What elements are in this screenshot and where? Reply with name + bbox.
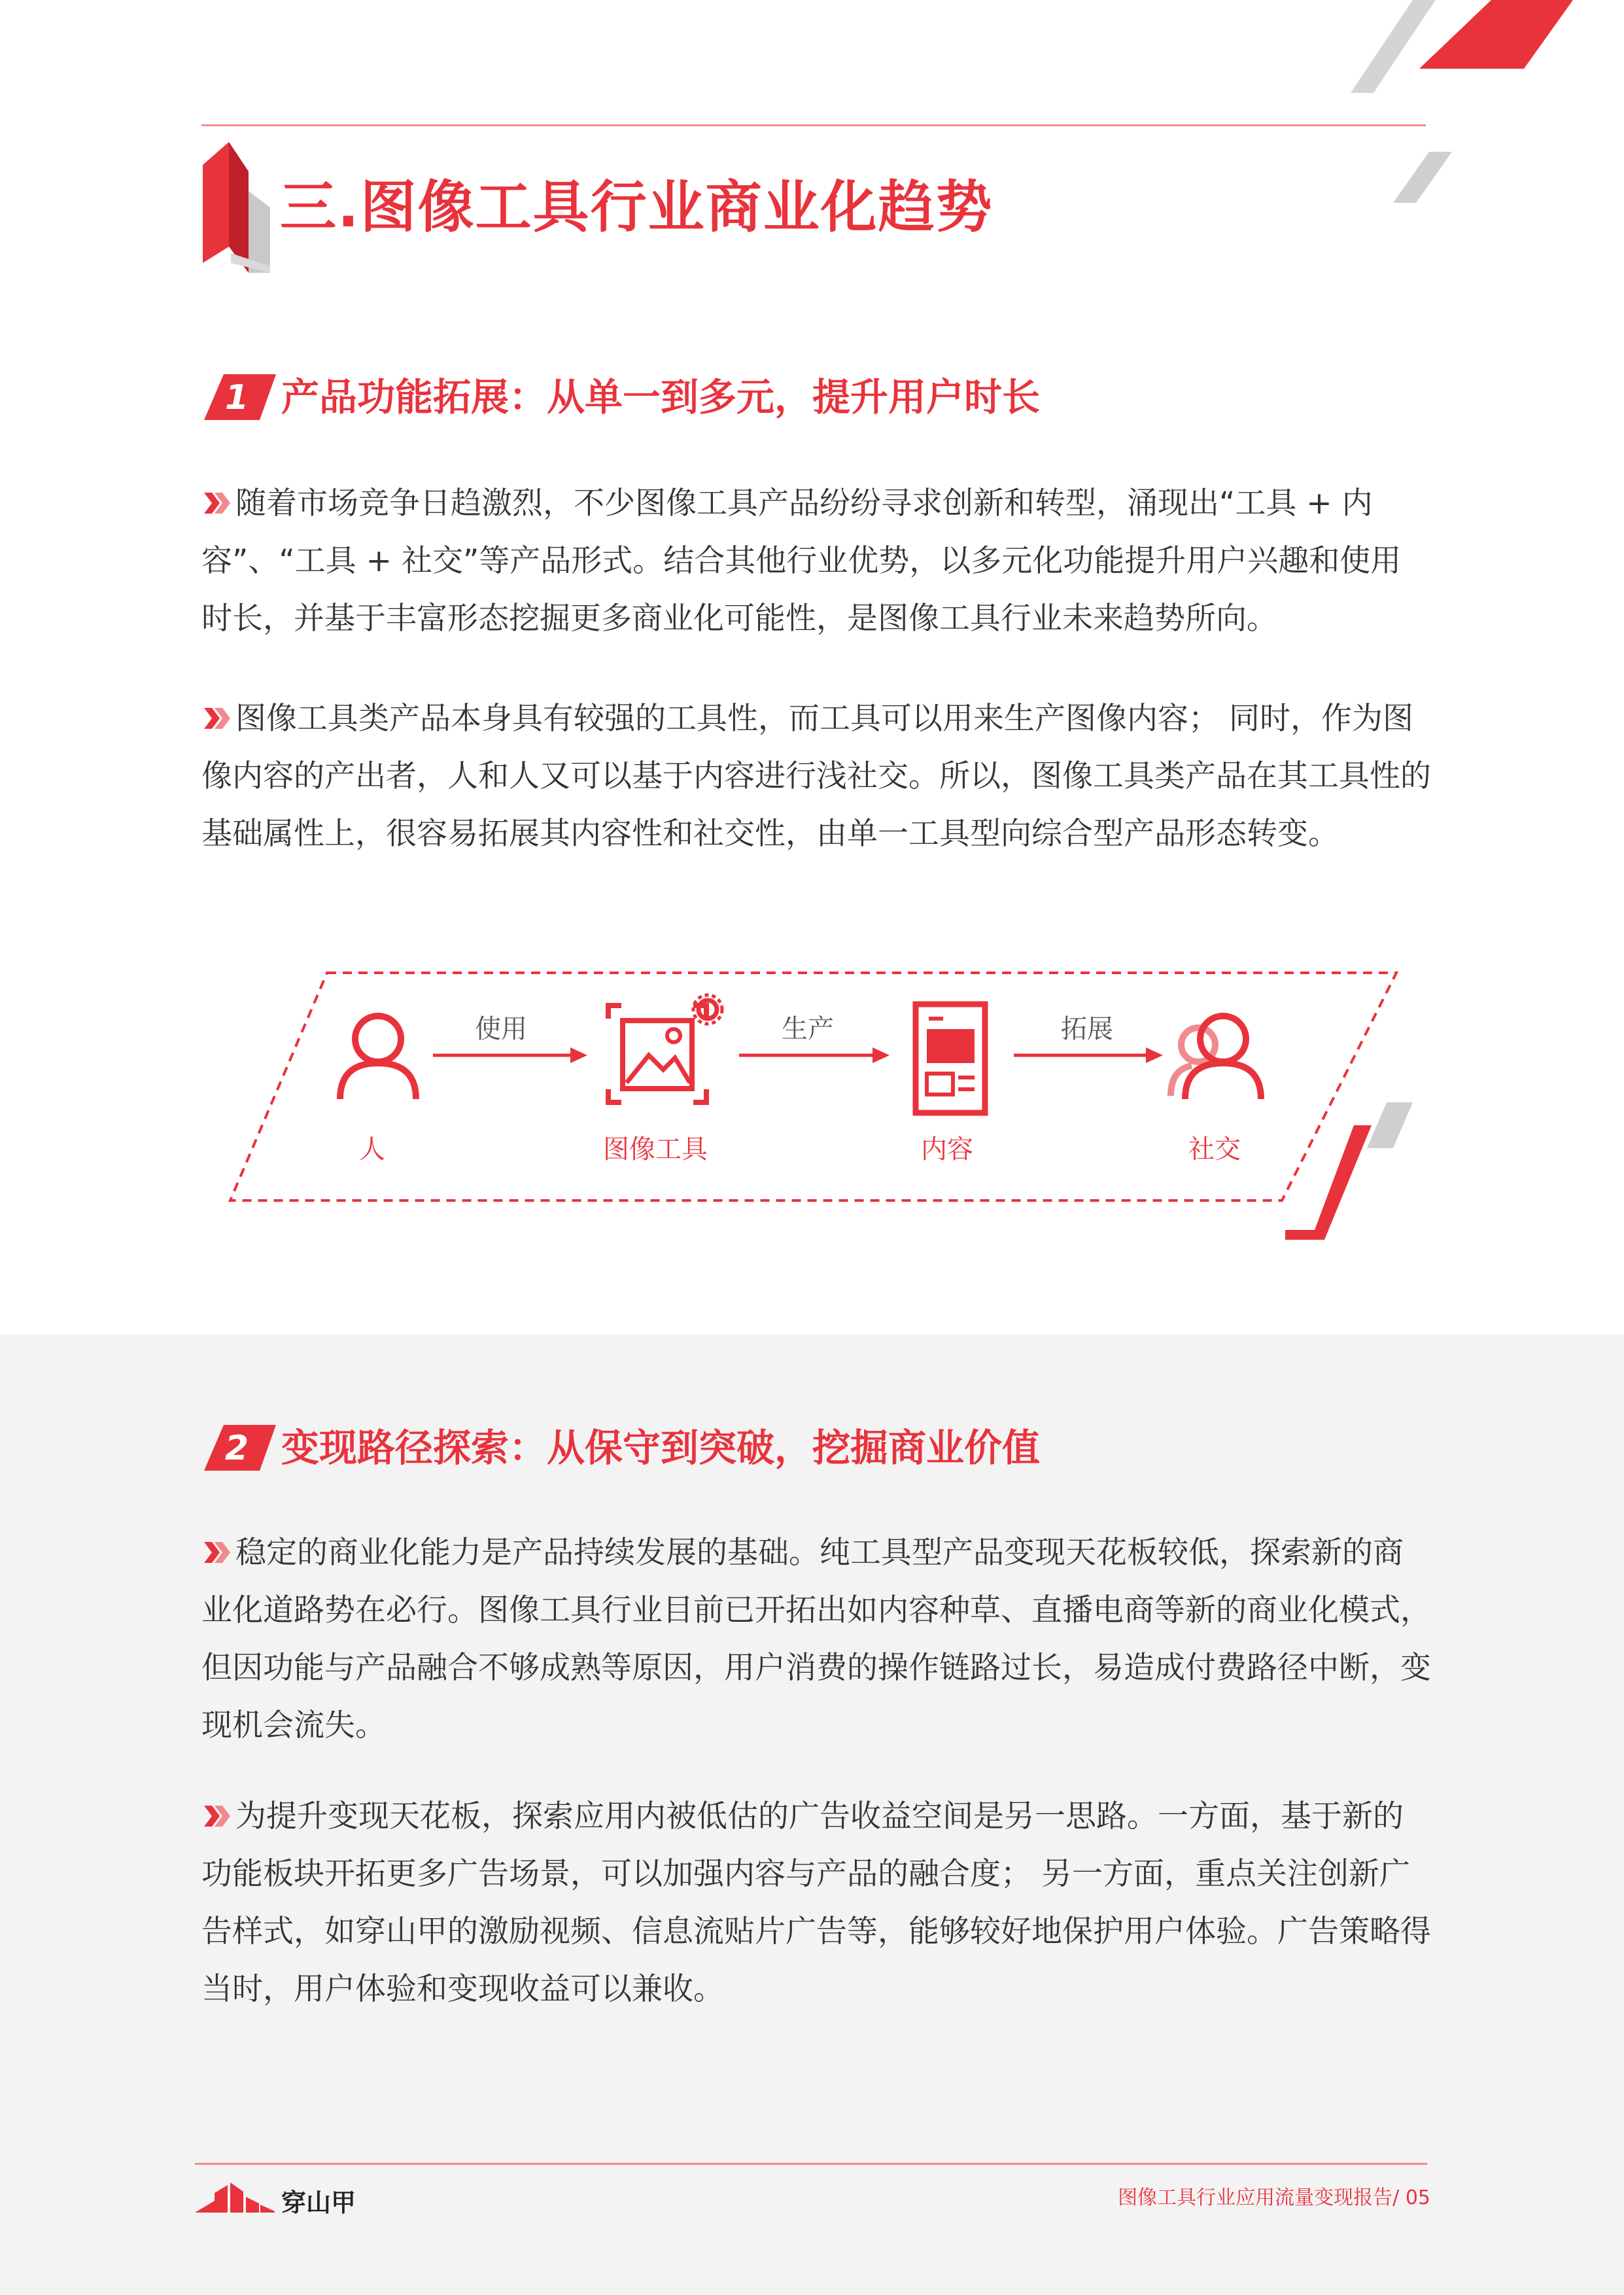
node-label-content: 内容 [921,1134,973,1165]
diagram-decor-stripes [1285,1102,1439,1243]
section-1-title: 产品功能拓展：从单一到多元，提升用户时长 [281,375,1041,419]
flow-diagram [222,965,1406,1220]
double-chevron-icon [201,490,235,516]
image-tool-icon [608,995,722,1102]
footer-report-title: 图像工具行业应用流量变现报告/ 05 [1118,2186,1430,2209]
diagram-dashed-frame [222,965,1406,1220]
section-2-paragraph-1: 稳定的商业化能力是产品持续发展的基础。纯工具型产品变现天花板较低，探索新的商业化道路势在必行。图像工具行业目前已开拓出如内容种草、直播电商等新的商业化模式，但因功能与产品融合不够成熟等原因，用户消费的操作链路过长，易造成付费路径中断，变现机会流失。 [201,1535,1431,1743]
footer-divider [195,2163,1427,2165]
decor-small-grey-stripe [1393,152,1452,204]
arrow-label-expand: 拓展 [1061,1014,1113,1044]
header-divider [201,124,1426,126]
section-1-number: 1 [224,378,249,417]
arrow-label-produce: 生产 [782,1014,834,1044]
double-chevron-icon [201,1803,235,1829]
section-2-title: 变现路径探索：从保守到突破，挖掘商业价值 [281,1426,1041,1470]
arrow-label-use: 使用 [475,1014,527,1044]
section-1-paragraph-2: 图像工具类产品本身具有较强的工具性，而工具可以用来生产图像内容； 同时，作为图像内容的产出者，人和人又可以基于内容进行浅社交。所以，图像工具类产品在其工具性的基础属性上，很容易拓展其内容性和社交性，由单一工具型向综合型产品形态转变。 [201,701,1431,852]
section-2-number: 2 [224,1429,249,1468]
decor-grey-stripe [1351,0,1436,93]
section-1-paragraph-1: 随着市场竞争日趋激烈，不少图像工具产品纷纷寻求创新和转型，涌现出“工具 + 内容”、“工具 + 社交”等产品形式。结合其他行业优势，以多元化功能提升用户兴趣和使用时长，并基于丰富形态挖掘更多商业化可能性，是图像工具行业未来趋势所向。 [201,485,1402,637]
footer-brand-name: 穿山甲 [281,2188,356,2217]
node-label-image-tool: 图像工具 [603,1134,708,1165]
person-icon [340,1016,416,1099]
double-chevron-icon [201,705,235,731]
chapter-title: 三.图像工具行业商业化趋势 [280,175,993,240]
chapter-logo-icon [199,139,273,273]
section-2-paragraph-2: 为提升变现天花板，探索应用内被低估的广告收益空间是另一思路。一方面，基于新的功能板块开拓更多广告场景，可以加强内容与产品的融合度； 另一方面，重点关注创新广告样式，如穿山甲的激励视频、信息流贴片广告等，能够较好地保护用户体验。广告策略得当时，用户体验和变现收益可以兼收。 [201,1798,1431,2007]
decor-red-stripe [1419,0,1573,69]
content-icon [916,1004,985,1113]
brand-logo-icon [195,2181,277,2214]
top-right-decor [1347,0,1622,98]
social-icon [1171,1016,1261,1099]
double-chevron-icon [201,1539,235,1566]
node-label-social: 社交 [1188,1134,1241,1165]
node-label-person: 人 [359,1134,385,1165]
